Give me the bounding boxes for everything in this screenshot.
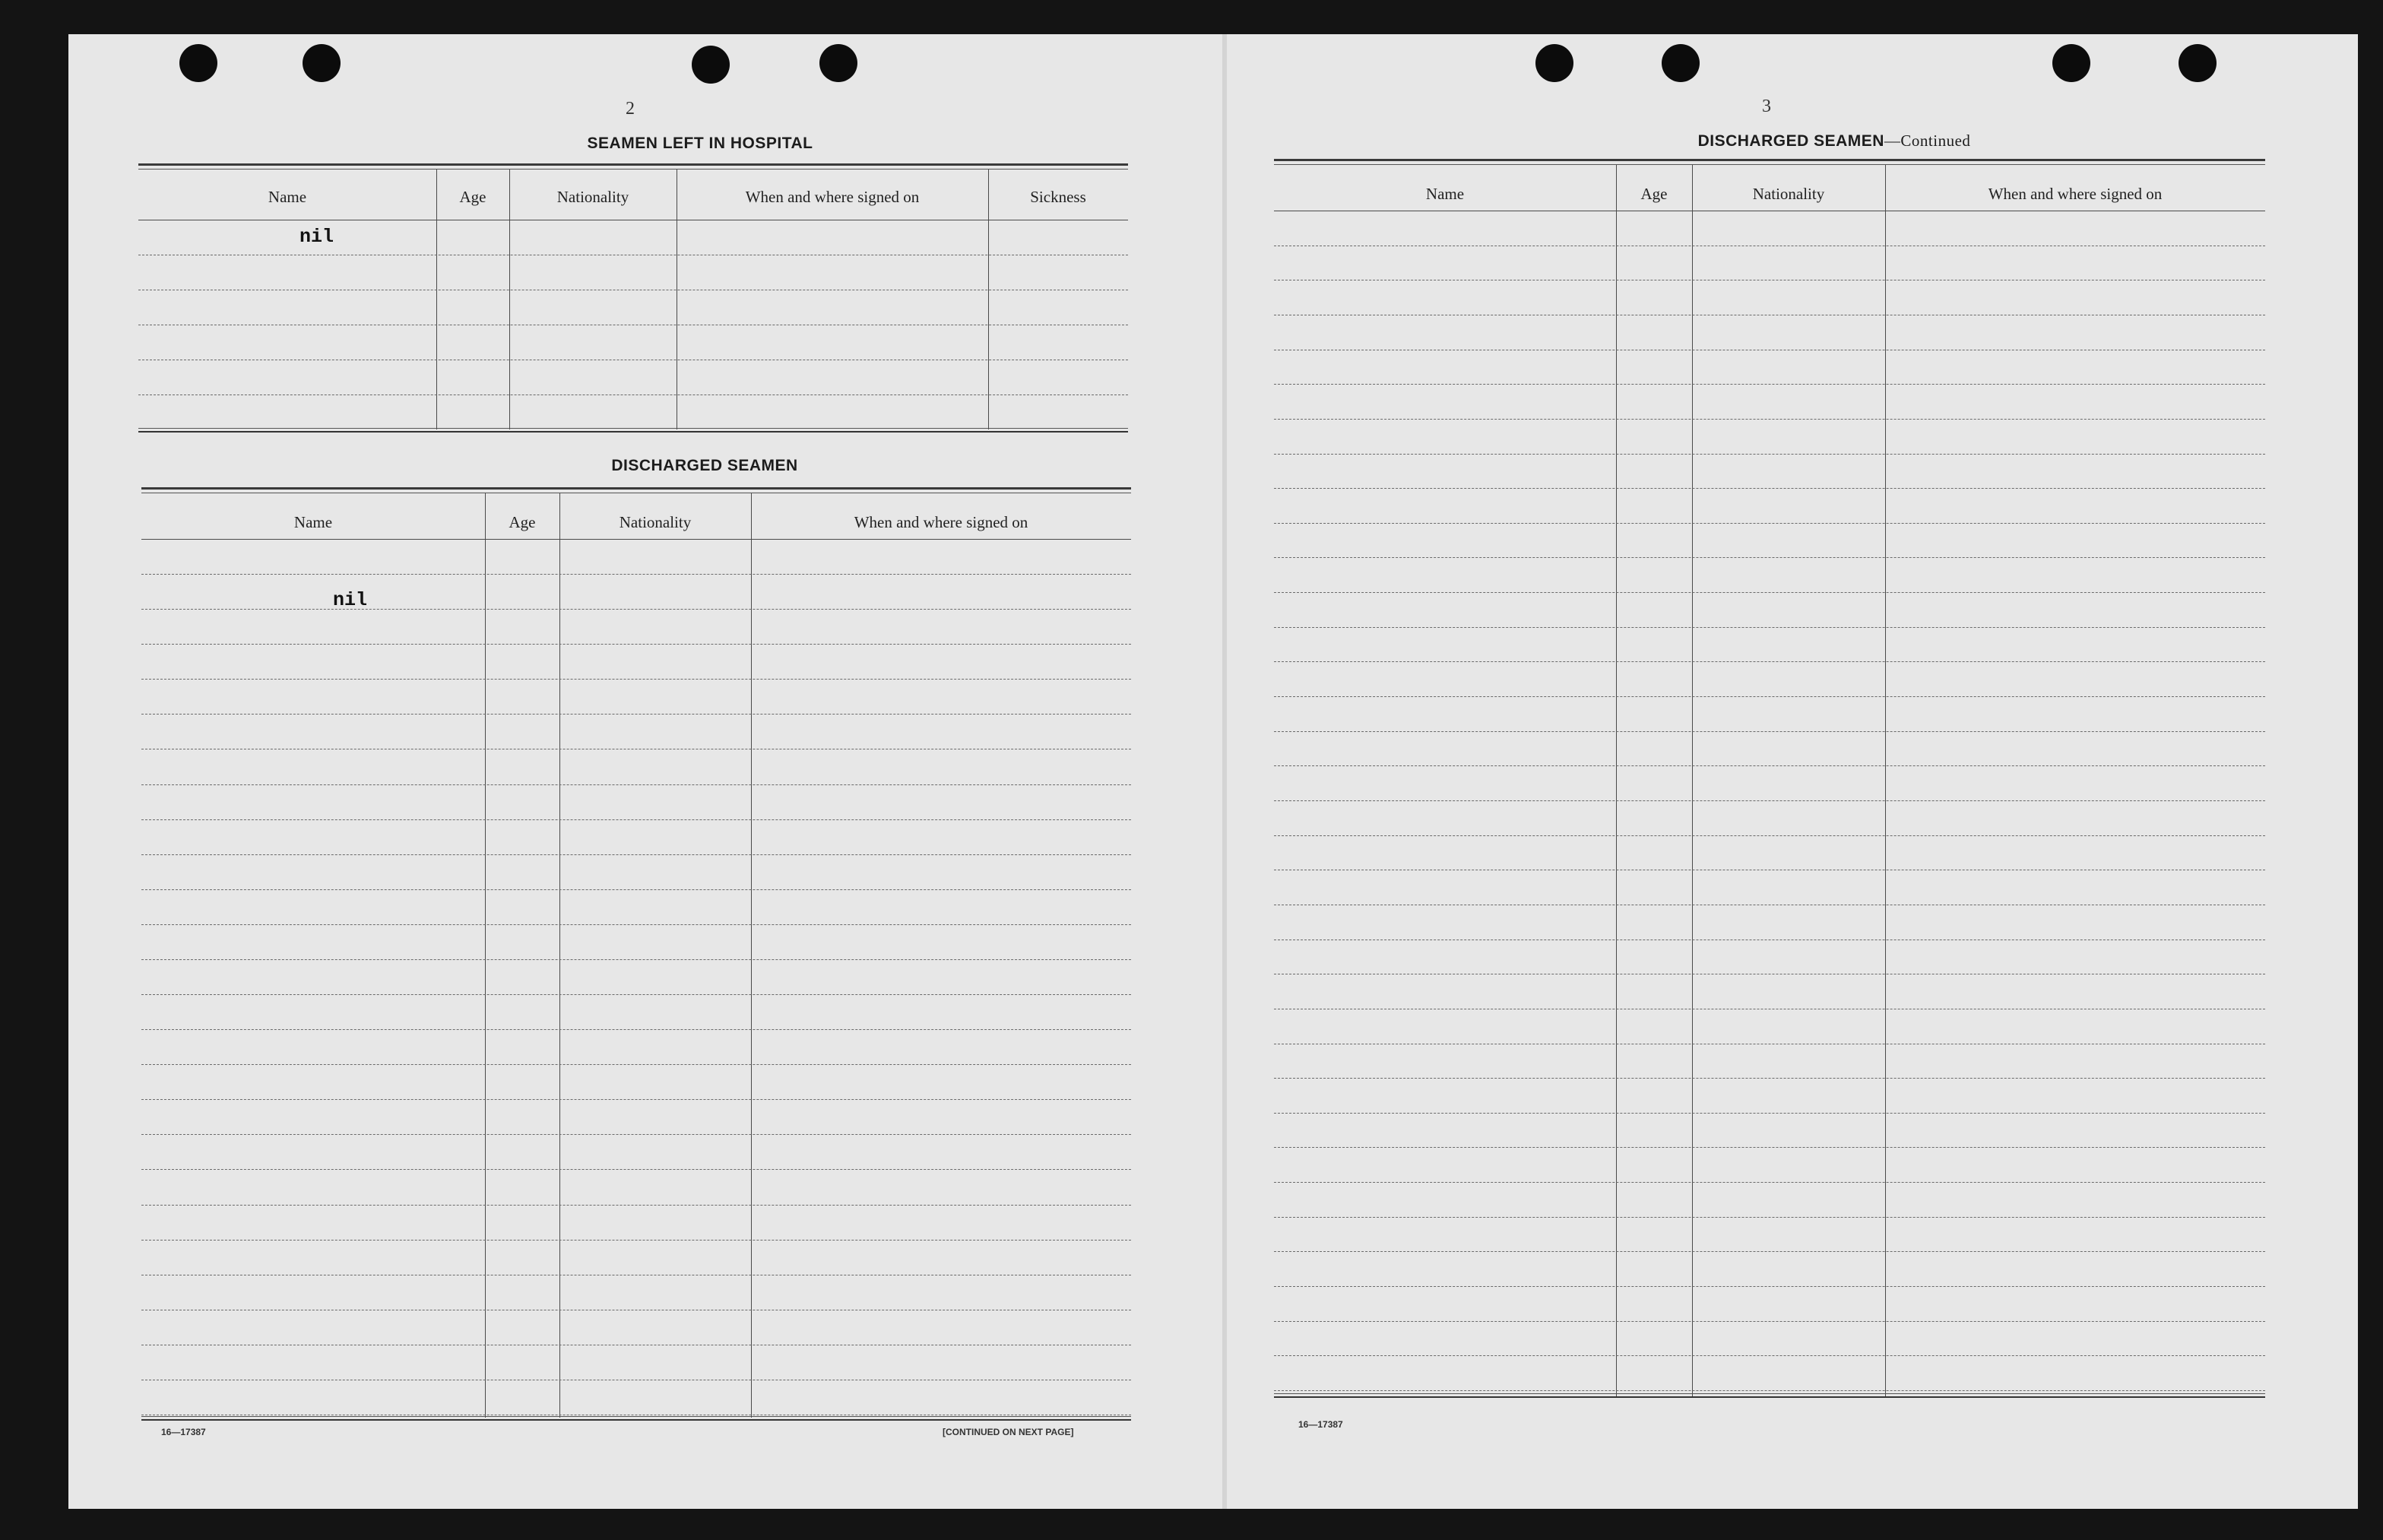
table-row [1274, 523, 2265, 559]
punch-hole [303, 44, 341, 82]
punch-hole [692, 46, 730, 84]
page-number-left: 2 [626, 99, 635, 119]
table-row [1274, 557, 2265, 593]
table-row [1274, 315, 2265, 350]
table-row [1274, 1321, 2265, 1357]
discharged-first-entry-name: nil [333, 589, 368, 611]
table-row [141, 784, 1131, 820]
col-header-name: Name [268, 188, 307, 206]
table-row [141, 819, 1131, 855]
table-row [1274, 280, 2265, 315]
punch-hole [1662, 44, 1700, 82]
table-row [141, 644, 1131, 680]
table-row [141, 1345, 1131, 1380]
table-bottom-rule [138, 428, 1128, 433]
table-row [141, 1064, 1131, 1100]
col-header-signed-on: When and where signed on [745, 188, 920, 206]
table-row [1274, 592, 2265, 628]
col-header-signed-on: When and where signed on [1988, 185, 2163, 203]
punch-hole [819, 44, 857, 82]
hospital-table [138, 163, 1128, 479]
table-row [141, 994, 1131, 1030]
table-row [1274, 1078, 2265, 1114]
table-row [1274, 905, 2265, 940]
document-sheet [68, 34, 2358, 1509]
hospital-first-entry-name: nil [299, 226, 334, 248]
col-header-sickness: Sickness [1030, 188, 1086, 206]
table-row [138, 290, 1128, 325]
discharged-table [141, 487, 1131, 1460]
discharged-continued-title [1275, 132, 2358, 151]
table-row [138, 360, 1128, 395]
table-row [141, 539, 1131, 575]
table-row [1274, 488, 2265, 524]
table-top-rule [1274, 159, 2265, 165]
table-row [1274, 627, 2265, 663]
table-row [1274, 246, 2265, 281]
col-header-age: Age [459, 188, 486, 206]
table-row [1274, 1355, 2265, 1391]
table-row [141, 1169, 1131, 1205]
form-number-right: 16—17387 [1298, 1419, 1343, 1430]
table-row [1274, 974, 2265, 1009]
table-row [1274, 765, 2265, 801]
punch-hole [179, 44, 217, 82]
table-row [1274, 1217, 2265, 1253]
table-row [1274, 696, 2265, 732]
col-header-nationality: Nationality [556, 188, 629, 206]
table-row [141, 959, 1131, 995]
table-row [138, 220, 1128, 255]
title-suffix: —Continued [1884, 132, 1971, 150]
table-bottom-rule [141, 1416, 1131, 1421]
table-row [1274, 1286, 2265, 1322]
title-main: DISCHARGED SEAMEN [1697, 132, 1884, 150]
col-header-name: Name [293, 513, 333, 531]
form-number-left: 16—17387 [161, 1427, 206, 1437]
table-row [141, 749, 1131, 784]
table-row [1274, 800, 2265, 836]
col-header-name: Name [1425, 185, 1465, 203]
table-row [141, 1240, 1131, 1275]
table-row [1274, 731, 2265, 767]
table-row [141, 1099, 1131, 1135]
col-header-signed-on: When and where signed on [854, 513, 1028, 531]
discharged-continued-table [1274, 159, 2265, 1451]
table-row [141, 679, 1131, 715]
table-row [1274, 661, 2265, 697]
table-row [141, 854, 1131, 890]
table-row [141, 714, 1131, 749]
table-row [141, 1380, 1131, 1415]
table-row [1274, 870, 2265, 905]
table-row [141, 609, 1131, 645]
punch-hole [2052, 44, 2090, 82]
table-row [1274, 419, 2265, 455]
table-row [1274, 350, 2265, 385]
table-row [1274, 1009, 2265, 1044]
table-row [141, 1029, 1131, 1065]
col-header-nationality: Nationality [1752, 185, 1825, 203]
table-bottom-rule [1274, 1393, 2265, 1398]
table-row [141, 1275, 1131, 1310]
table-row [138, 255, 1128, 290]
table-row [1274, 211, 2265, 246]
col-header-age: Age [509, 513, 536, 531]
table-row [1274, 1044, 2265, 1079]
punch-hole [1535, 44, 1573, 82]
col-header-nationality: Nationality [619, 513, 692, 531]
table-row [1274, 1113, 2265, 1149]
table-row [138, 325, 1128, 360]
continued-note: [CONTINUED ON NEXT PAGE] [943, 1427, 1074, 1437]
hospital-section-title: SEAMEN LEFT IN HOSPITAL [587, 135, 813, 152]
col-header-age: Age [1640, 185, 1668, 203]
table-row [141, 1134, 1131, 1170]
table-row [1274, 1251, 2265, 1287]
punch-hole [2179, 44, 2217, 82]
table-row [141, 889, 1131, 925]
table-row [1274, 835, 2265, 871]
table-top-rule [141, 487, 1131, 493]
table-row [141, 574, 1131, 610]
table-row [141, 1205, 1131, 1241]
table-row [1274, 1147, 2265, 1183]
table-row [1274, 940, 2265, 975]
table-row [141, 924, 1131, 960]
discharged-section-title: DISCHARGED SEAMEN [611, 457, 798, 474]
table-row [1274, 1182, 2265, 1218]
center-fold [1222, 34, 1227, 1509]
table-row [1274, 454, 2265, 490]
table-top-rule [138, 163, 1128, 170]
page-number-right: 3 [1762, 97, 1771, 116]
table-row [1274, 384, 2265, 420]
table-row [141, 1310, 1131, 1345]
